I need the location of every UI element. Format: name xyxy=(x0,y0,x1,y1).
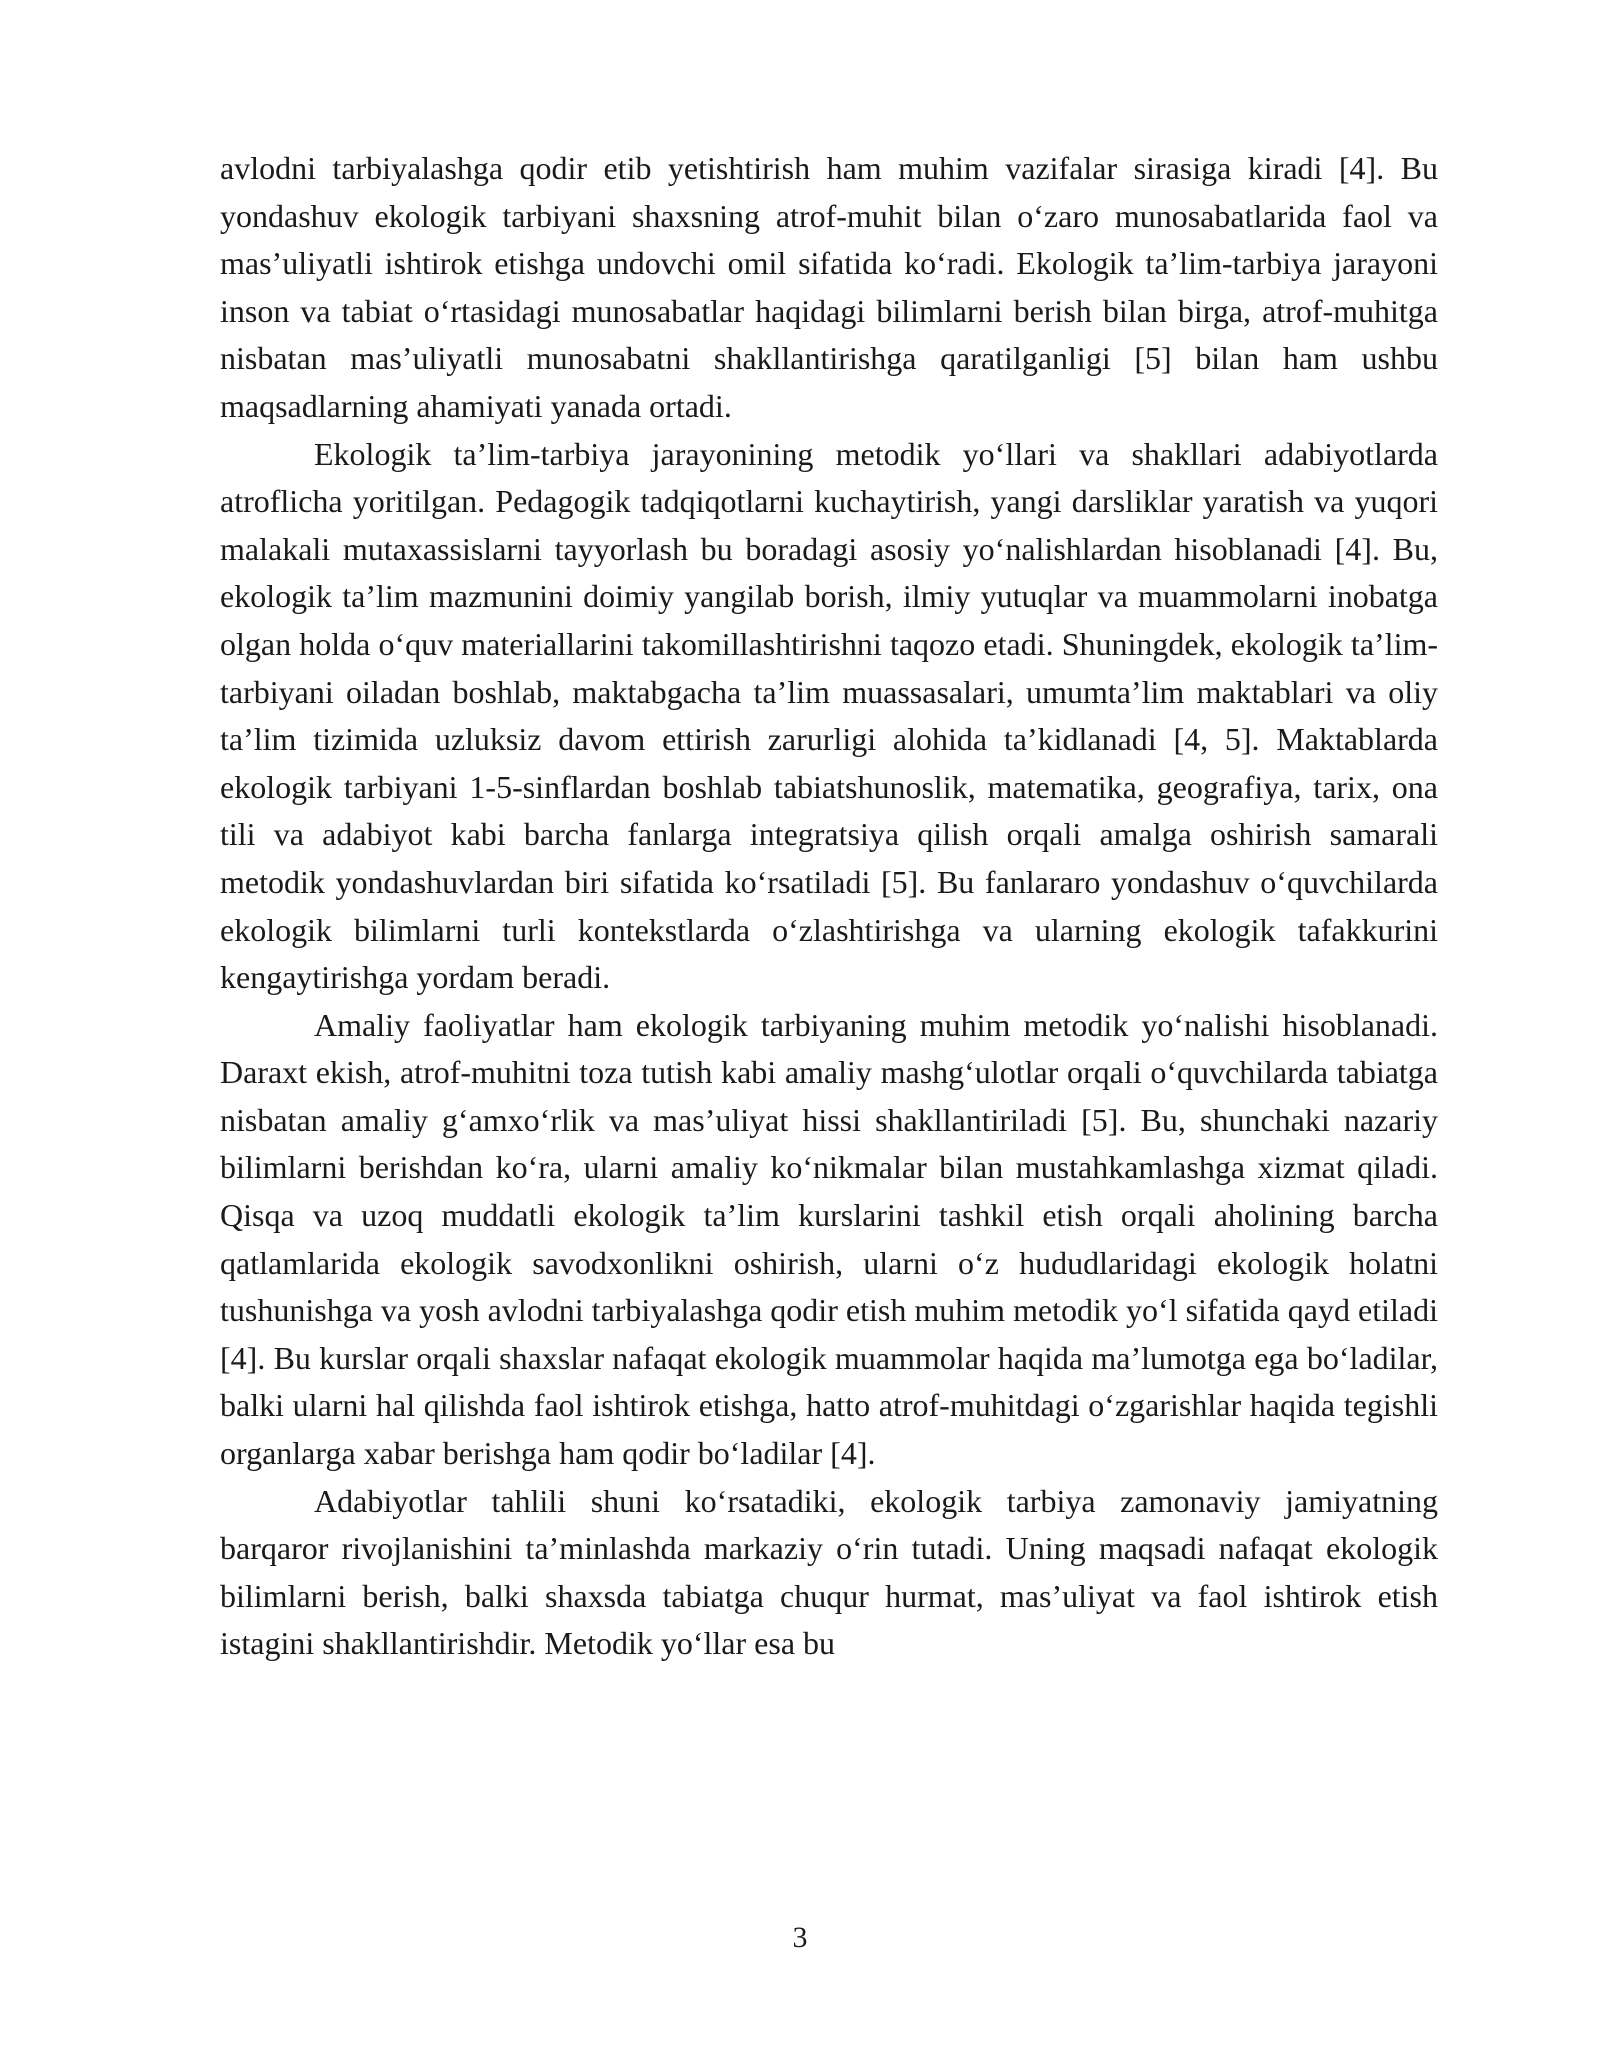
page-number: 3 xyxy=(792,1921,808,1954)
paragraph-1: avlodni tarbiyalashga qodir etib yetishtirish ham muhim vazifalar sirasiga kiradi [4]. Bu yondashuv ekologik tarbiyani shaxsning atrof-muhit bilan o‘zaro munosabatlarida faol va mas’uliyatli ishtirok etishga undovchi omil sifatida ko‘radi. Ekologik ta’lim-tarbiya jarayoni inson va tabiat o‘rtasidagi munosabatlar haqidagi bilimlarni berish bilan birga, atrof-muhitga nisbatan mas’uliyatli munosabatni shakllantirishga qaratilganligi [5] bilan ham ushbu maqsadlarning ahamiyati yanada ortadi. xyxy=(220,150,1438,424)
paragraph-4: Adabiyotlar tahlili shuni ko‘rsatadiki, ekologik tarbiya zamonaviy jamiyatning barqaror rivojlanishini ta’minlashda markaziy o‘rin tutadi. Uning maqsadi nafaqat ekologik bilimlarni berish, balki shaxsda tabiatga chuqur hurmat, mas’uliyat va faol ishtirok etish istagini shakllantirishdir. Metodik yo‘llar esa bu xyxy=(220,1482,1438,1662)
paragraph-2: Ekologik ta’lim-tarbiya jarayonining metodik yo‘llari va shakllari adabiyotlarda atroflicha yoritilgan. Pedagogik tadqiqotlarni kuchaytirish, yangi darsliklar yaratish va yuqori malakali mutaxassislarni tayyorlash bu boradagi asosiy yo‘nalishlardan hisoblanadi [4]. Bu, ekologik ta’lim mazmunini doimiy yangilab borish, ilmiy yutuqlar va muammolarni inobatga olgan holda o‘quv materiallarini takomillashtirishni taqozo etadi. Shuningdek, ekologik ta’lim-tarbiyani oiladan boshlab, maktabgacha ta’lim muassasalari, umumta’lim maktablari va oliy ta’lim tizimida uzluksiz davom ettirish zarurligi alohida ta’kidlanadi [4, 5]. Maktablarda ekologik tarbiyani 1-5-sinflardan boshlab tabiatshunoslik, matematika, geografiya, tarix, ona tili va adabiyot kabi barcha fanlarga integratsiya qilish orqali amalga oshirish samarali metodik yondashuvlardan biri sifatida ko‘rsatiladi [5]. Bu fanlararo yondashuv o‘quvchilarda ekologik bilimlarni turli kontekstlarda o‘zlashtirishga va ularning ekologik tafakkurini kengaytirishga yordam beradi. xyxy=(220,435,1438,996)
paragraph-3: Amaliy faoliyatlar ham ekologik tarbiyaning muhim metodik yo‘nalishi hisoblanadi. Daraxt ekish, atrof-muhitni toza tutish kabi amaliy mashg‘ulotlar orqali o‘quvchilarda tabiatga nisbatan amaliy g‘amxo‘rlik va mas’uliyat hissi shakllantiriladi [5]. Bu, shunchaki nazariy bilimlarni berishdan ko‘ra, ularni amaliy ko‘nikmalar bilan mustahkamlashga xizmat qiladi. Qisqa va uzoq muddatli ekologik ta’lim kurslarini tashkil etish orqali aholining barcha qatlamlarida ekologik savodxonlikni oshirish, ularni o‘z hududlaridagi ekologik holatni tushunishga va yosh avlodni tarbiyalashga qodir etish muhim metodik yo‘l sifatida qayd etiladi [4]. Bu kurslar orqali shaxslar nafaqat ekologik muammolar haqida ma’lumotga ega bo‘ladilar, balki ularni hal qilishda faol ishtirok etishga, hatto atrof-muhitdagi o‘zgarishlar haqida tegishli organlarga xabar berishga ham qodir bo‘ladilar [4]. xyxy=(220,1006,1438,1472)
document-body xyxy=(220,145,1438,1668)
